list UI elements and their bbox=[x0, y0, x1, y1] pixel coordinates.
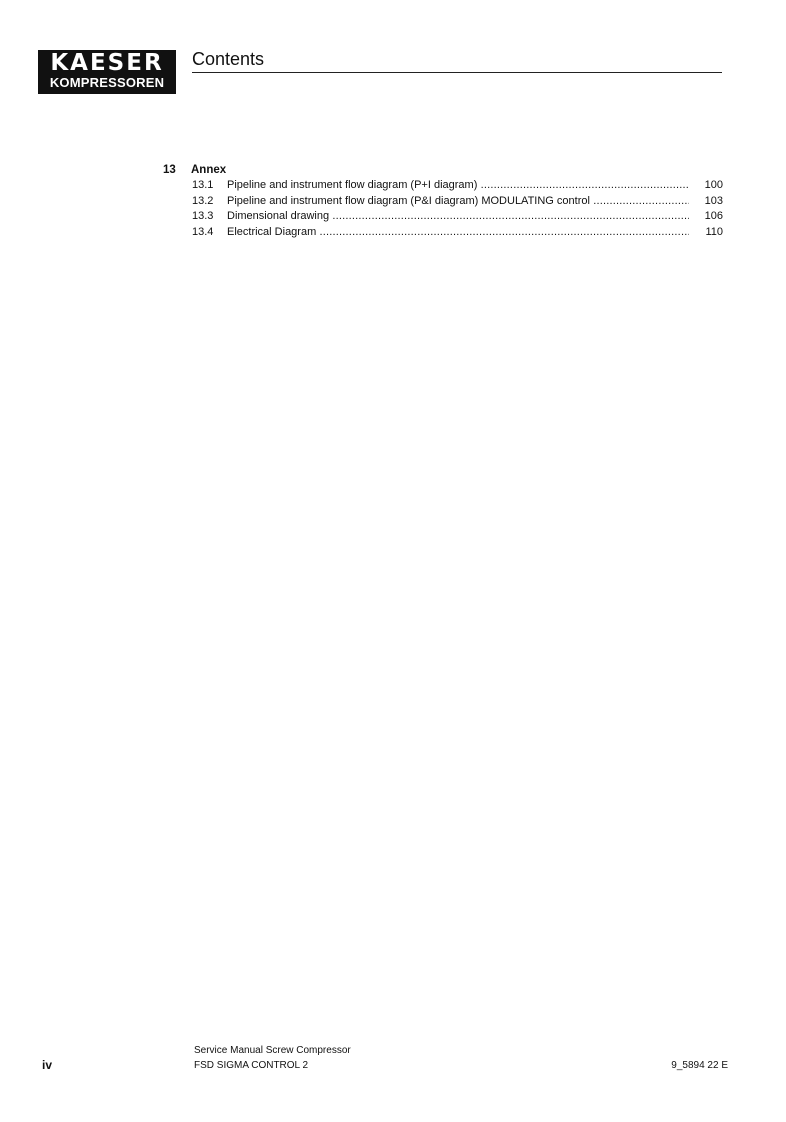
kaeser-logo bbox=[38, 50, 176, 94]
toc-entry-number: 13.2 bbox=[192, 194, 214, 207]
toc-entry-page: 106 bbox=[704, 210, 723, 222]
toc-entry-page: 100 bbox=[704, 179, 723, 191]
toc-chapter bbox=[155, 163, 723, 178]
toc-entry[interactable] bbox=[155, 178, 723, 194]
chapter-number: 13 bbox=[163, 164, 176, 176]
logo-wordmark: KAESER bbox=[50, 50, 164, 76]
footer-page-number: iv bbox=[42, 1058, 53, 1072]
toc-entry-number: 13.1 bbox=[192, 179, 214, 191]
toc-entry[interactable] bbox=[155, 209, 723, 225]
logo-subtitle: KOMPRESSOREN bbox=[49, 75, 165, 90]
toc-entry-title: Pipeline and instrument flow diagram (P&I diagram) MODULATING control ..... bbox=[227, 194, 689, 210]
toc-entry-number: 13.3 bbox=[192, 210, 214, 222]
toc-entry-title: Electrical Diagram ..... bbox=[227, 225, 689, 241]
footer-document-number: 9_5894 22 E bbox=[671, 1060, 728, 1071]
toc-entry-title: Pipeline and instrument flow diagram (P+I diagram) ..... bbox=[227, 178, 689, 194]
chapter-title: Annex bbox=[191, 164, 227, 176]
title-divider bbox=[192, 72, 722, 73]
toc-entry[interactable] bbox=[155, 225, 723, 241]
toc-entry-page: 110 bbox=[705, 225, 723, 238]
toc-entry-title: Dimensional drawing ..... bbox=[227, 209, 689, 225]
toc-entry-page: 103 bbox=[704, 194, 723, 207]
toc-entry[interactable] bbox=[155, 194, 723, 210]
table-of-contents bbox=[155, 163, 723, 240]
page-title: Contents bbox=[192, 49, 265, 69]
toc-entry-number: 13.4 bbox=[192, 225, 214, 238]
footer-manual-type: Service Manual Screw Compressor bbox=[194, 1045, 351, 1056]
footer-product-name: FSD SIGMA CONTROL 2 bbox=[194, 1060, 309, 1071]
